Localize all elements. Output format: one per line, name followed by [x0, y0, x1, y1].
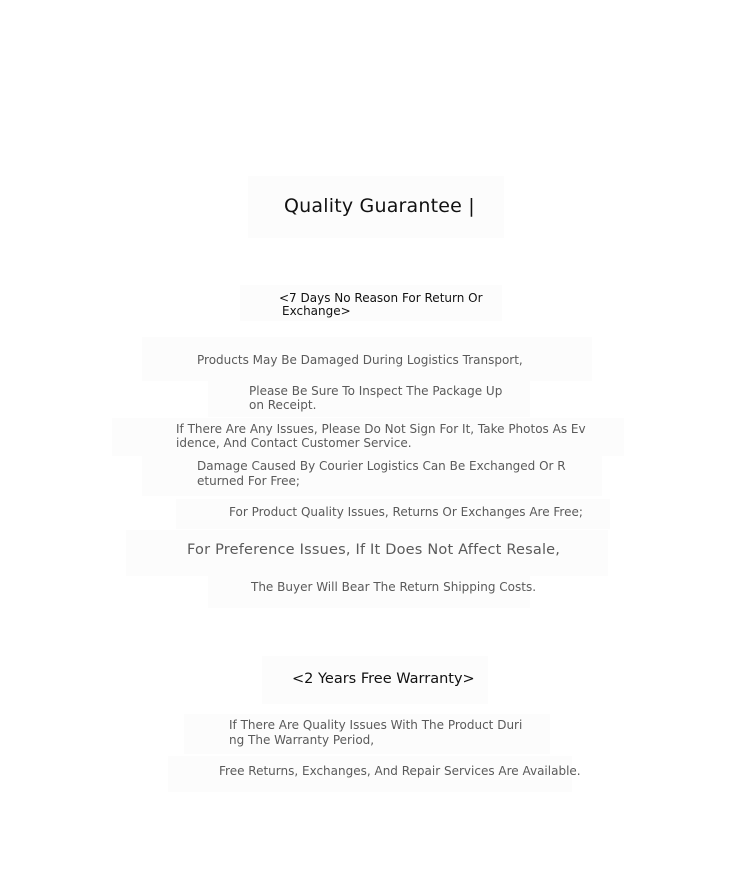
- return-paragraph-3-line2: idence, And Contact Customer Service.: [176, 436, 412, 450]
- return-paragraph-6: For Preference Issues, If It Does Not Affect Resale,: [187, 542, 561, 558]
- warranty-paragraph-2: Free Returns, Exchanges, And Repair Services Are Available.: [219, 764, 581, 778]
- return-paragraph-3-line1: If There Are Any Issues, Please Do Not Sign For It, Take Photos As Ev: [176, 422, 586, 436]
- return-paragraph-2-line1: Please Be Sure To Inspect The Package Up: [249, 384, 503, 398]
- return-paragraph-5: For Product Quality Issues, Returns Or Exchanges Are Free;: [229, 505, 583, 519]
- page-title: Quality Guarantee |: [284, 195, 475, 217]
- return-paragraph-1: Products May Be Damaged During Logistics Transport,: [197, 353, 523, 367]
- return-paragraph-2-line2: on Receipt.: [249, 398, 317, 412]
- warranty-paragraph-1-line2: ng The Warranty Period,: [229, 733, 375, 747]
- return-heading-line2: Exchange>: [282, 304, 351, 318]
- warranty-heading: <2 Years Free Warranty>: [292, 671, 475, 687]
- return-heading-line1: <7 Days No Reason For Return Or: [279, 291, 483, 305]
- return-paragraph-7: The Buyer Will Bear The Return Shipping Costs.: [251, 580, 537, 594]
- return-paragraph-4-line1: Damage Caused By Courier Logistics Can Be Exchanged Or R: [197, 459, 566, 473]
- warranty-paragraph-1-line1: If There Are Quality Issues With The Product Duri: [229, 718, 523, 732]
- return-paragraph-4-line2: eturned For Free;: [197, 474, 300, 488]
